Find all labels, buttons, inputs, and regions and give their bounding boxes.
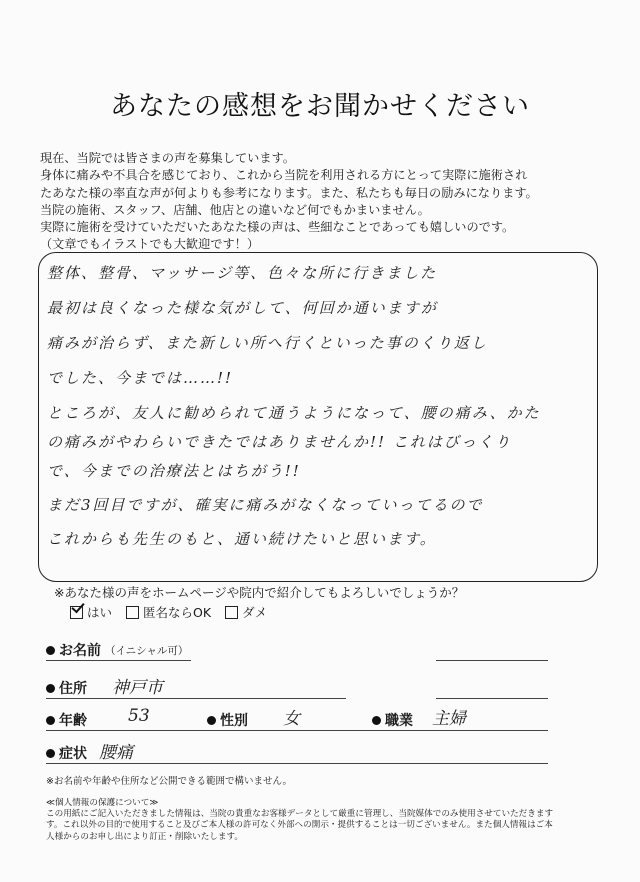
privacy-line: 人様からのお申し出により訂正・削除いたします。 bbox=[46, 831, 243, 842]
symptom-field bbox=[46, 743, 87, 763]
address-value: 神戸市 bbox=[112, 678, 163, 698]
privacy-notice bbox=[46, 798, 606, 843]
gender-field bbox=[207, 710, 248, 730]
privacy-line: この用紙にご記入いただきました情報は、当院の貴重なお客様データとして厳重に管理し、当院媒体でのみ使用させていただきます bbox=[46, 809, 554, 820]
name-underline bbox=[46, 660, 191, 661]
symptom-underline bbox=[46, 763, 548, 764]
handwritten-line: の痛みがやわらいできたではありませんか!! これはびっくり bbox=[47, 433, 512, 451]
intro-line: 当院の施術、スタッフ、店舗、他店との違いなど何でもかまいません。 bbox=[40, 202, 430, 217]
address-underline-right bbox=[436, 698, 548, 699]
intro-text bbox=[40, 150, 600, 254]
job-field bbox=[372, 710, 413, 730]
job-value: 主婦 bbox=[432, 709, 466, 729]
handwritten-line: 最初は良くなった様な気がして、何回か通いますが bbox=[47, 299, 438, 317]
consent-option-yes[interactable] bbox=[70, 603, 112, 621]
name-underline-right bbox=[436, 660, 548, 661]
name-hint: （イニシャル可） bbox=[105, 644, 189, 657]
intro-line: （文章でもイラストでも大歓迎です！） bbox=[40, 237, 260, 252]
age-value: 53 bbox=[128, 706, 150, 726]
name-field bbox=[46, 640, 188, 660]
handwritten-line: 整体、整骨、マッサージ等、色々な所に行きました bbox=[47, 264, 438, 282]
bullet-icon bbox=[372, 716, 381, 725]
intro-line: たあなた様の率直な声が何よりも参考になります。また、私たちも毎日の励みになります。 bbox=[40, 185, 538, 200]
page-title: あなたの感想をお聞かせください bbox=[110, 91, 530, 122]
option-label: ダメ bbox=[242, 605, 268, 620]
gender-value: 女 bbox=[283, 709, 300, 729]
privacy-line: す。これ以外の目的で使用すること及びご本人様の許可なく外部への開示・提供することは一切ございません。また個人情報はご本 bbox=[46, 820, 553, 831]
bullet-icon bbox=[207, 716, 216, 725]
handwritten-line: で、今までの治療法とはちがう!! bbox=[47, 462, 301, 480]
symptom-value: 腰痛 bbox=[99, 743, 133, 763]
option-label: 匿名ならOK bbox=[143, 605, 212, 620]
intro-line: 身体に痛みや不具合を感じており、これから当院を利用される方にとって実際に施術され bbox=[40, 168, 528, 183]
gender-label: 性別 bbox=[220, 713, 248, 729]
consent-question: ※あなた様の声をホームページや院内で紹介してもよろしいでしょうか？ bbox=[54, 585, 465, 600]
address-label: 住所 bbox=[59, 681, 87, 697]
handwritten-line: でした、今までは……!! bbox=[47, 369, 234, 387]
handwritten-line: まだ3回目ですが、確実に痛みがなくなっていってるので bbox=[47, 496, 484, 514]
checkbox-checked-icon[interactable] bbox=[70, 606, 83, 619]
intro-line: 実際に施術を受けていただいたあなた様の声は、些細なことであっても嬉しいのです。 bbox=[40, 220, 515, 235]
intro-line: 現在、当院では皆さまの声を募集しています。 bbox=[40, 151, 295, 165]
symptom-label: 症状 bbox=[59, 746, 87, 762]
consent-option-anonymous[interactable] bbox=[126, 603, 211, 621]
handwritten-line: これからも先生のもと、通い続けたいと思います。 bbox=[47, 530, 437, 548]
consent-option-no[interactable] bbox=[225, 603, 267, 621]
checkbox-icon[interactable] bbox=[126, 606, 139, 619]
address-field bbox=[46, 678, 87, 698]
handwritten-line: 痛みが治らず、また新しい所へ行くといった事のくり返し bbox=[47, 334, 488, 352]
name-label: お名前 bbox=[59, 643, 101, 659]
option-label: はい bbox=[87, 605, 113, 620]
disclaimer-note: ※お名前や年齢や住所など公開できる範囲で構いません。 bbox=[46, 776, 293, 787]
bullet-icon bbox=[46, 684, 55, 693]
privacy-heading: ≪個人情報の保護について≫ bbox=[46, 798, 159, 808]
age-field bbox=[46, 710, 87, 730]
consent-options bbox=[70, 603, 267, 621]
bullet-icon bbox=[46, 646, 55, 655]
bullet-icon bbox=[46, 716, 55, 725]
handwritten-line: ところが、友人に勧められて通うようになって、腰の痛み、かた bbox=[47, 404, 541, 422]
address-underline bbox=[46, 698, 346, 699]
age-row-underline bbox=[46, 730, 548, 731]
job-label: 職業 bbox=[385, 713, 413, 729]
bullet-icon bbox=[46, 749, 55, 758]
checkbox-icon[interactable] bbox=[225, 606, 238, 619]
age-label: 年齢 bbox=[59, 713, 87, 729]
